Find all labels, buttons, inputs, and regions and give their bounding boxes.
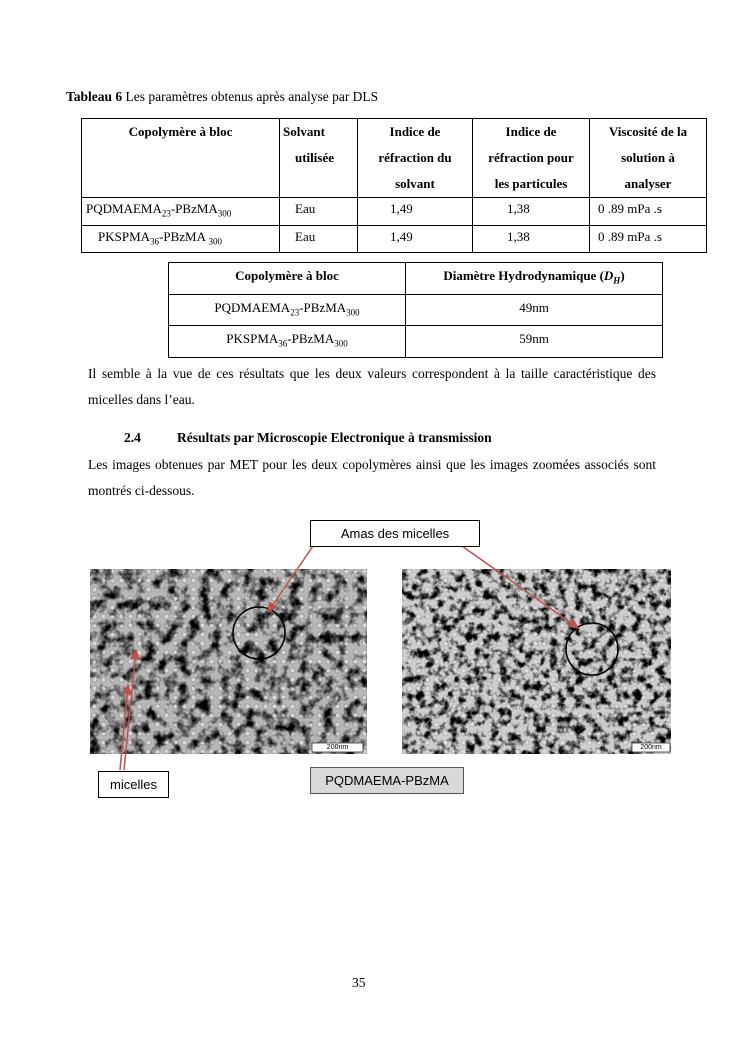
symbol-sub: H xyxy=(613,275,621,286)
scale-bar-right: 200nm xyxy=(640,744,662,751)
cell-solvent-index: 1,49 xyxy=(358,198,473,226)
subscript: 300 xyxy=(217,208,232,219)
header-copolymer: Copolymère à bloc xyxy=(169,263,406,295)
copolymer-name: PKSPMA xyxy=(98,228,151,244)
header-line: Solvant xyxy=(283,124,325,139)
header-line: Indice de xyxy=(505,124,557,139)
copolymer-name: PQDMAEMA xyxy=(86,201,162,216)
header-text: ) xyxy=(620,268,625,283)
table-caption-text: Les paramètres obtenus après analyse par DLS xyxy=(122,89,379,104)
results-paragraph: Il semble à la vue de ces résultats que les deux valeurs correspondent à la taille caractéristique des micelles dans l’eau. xyxy=(88,366,656,407)
header-line: réfraction du xyxy=(378,150,452,165)
section-number: 2.4 xyxy=(124,430,141,445)
page-number: 35 xyxy=(352,975,366,990)
copolymer-name: PQDMAEMA xyxy=(214,299,291,315)
cell-solvent-index: 1,49 xyxy=(358,225,473,253)
header-text: Diamètre Hydrodynamique ( xyxy=(443,268,604,283)
header-line: analyser xyxy=(624,176,672,191)
copolymer-name: PKSPMA xyxy=(226,331,279,347)
header-line: utilisée xyxy=(295,150,334,165)
section-title: Résultats par Microscopie Electronique à transmission xyxy=(177,430,492,445)
subscript: 23 xyxy=(290,307,300,318)
cell-viscosity: 0 .89 mPa .s xyxy=(590,198,707,226)
subscript: 300 xyxy=(334,338,348,349)
tem-image-left xyxy=(90,569,367,754)
header-line: solvant xyxy=(395,176,435,191)
header-line: les particules xyxy=(494,176,568,191)
cell-solvent: Eau xyxy=(280,198,358,226)
subscript: 36 xyxy=(150,236,160,247)
met-paragraph: Les images obtenues par MET pour les deux copolymères ainsi que les images zoomées associés sont montrés ci-dessous. xyxy=(88,457,656,498)
header-line: Indice de xyxy=(389,124,441,139)
cell-diameter: 59nm xyxy=(406,326,663,358)
cell-viscosity: 0 .89 mPa .s xyxy=(590,225,707,253)
cell-diameter: 49nm xyxy=(406,294,663,326)
callout-micelles: micelles xyxy=(98,771,169,798)
cell-particle-index: 1,38 xyxy=(473,225,590,253)
subscript: 300 xyxy=(346,307,360,318)
table-caption-label: Tableau 6 xyxy=(66,89,123,104)
figure-label: PQDMAEMA-PBzMA xyxy=(310,767,464,794)
copolymer-name: -PBzMA xyxy=(170,201,218,216)
tem-image-right xyxy=(402,569,671,754)
header-line: réfraction pour xyxy=(488,150,574,165)
header-line: Copolymère à bloc xyxy=(128,124,233,139)
scale-bar-left: 200nm xyxy=(326,744,349,751)
callout-micelle-clusters: Amas des micelles xyxy=(310,520,480,547)
header-line: Viscosité de la xyxy=(608,124,688,139)
copolymer-name: -PBzMA xyxy=(287,331,335,347)
header-line: solution à xyxy=(621,150,675,165)
symbol: D xyxy=(603,268,614,283)
subscript: 23 xyxy=(161,208,171,219)
subscript: 300 xyxy=(208,236,223,247)
copolymer-name: -PBzMA xyxy=(159,228,209,244)
cell-particle-index: 1,38 xyxy=(473,198,590,226)
cell-solvent: Eau xyxy=(280,225,358,253)
subscript: 36 xyxy=(278,338,288,349)
copolymer-name: -PBzMA xyxy=(299,299,347,315)
